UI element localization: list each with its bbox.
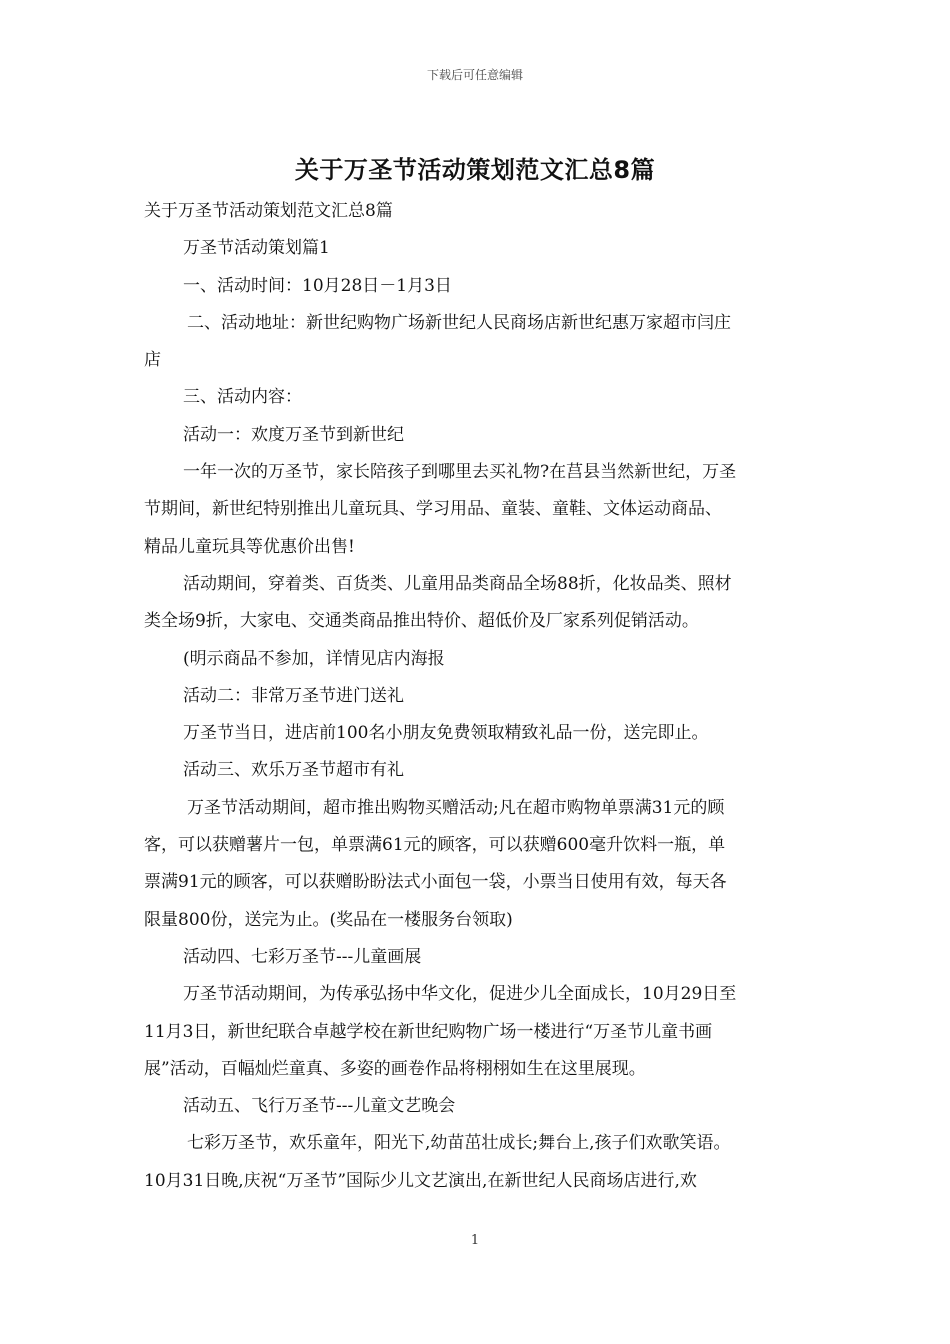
body-line: 展”活动，百幅灿烂童真、多姿的画卷作品将栩栩如生在这里展现。 bbox=[144, 1058, 646, 1079]
body-line: 活动五、飞行万圣节---儿童文艺晚会 bbox=[183, 1096, 456, 1117]
body-line: 三、活动内容： bbox=[183, 387, 302, 408]
body-line: 活动一：欢度万圣节到新世纪 bbox=[183, 424, 404, 445]
body-line: 万圣节活动期间，超市推出购物买赠活动;凡在超市购物单票满31元的顾 bbox=[187, 797, 725, 818]
body-line: 一年一次的万圣节，家长陪孩子到哪里去买礼物?在莒县当然新世纪，万圣 bbox=[183, 462, 737, 483]
page-number: 1 bbox=[470, 1233, 480, 1248]
body-line: 11月3日，新世纪联合卓越学校在新世纪购物广场一楼进行“万圣节儿童书画 bbox=[144, 1021, 713, 1042]
body-line: 限量800份，送完为止。(奖品在一楼服务台领取) bbox=[144, 909, 513, 930]
body-line: 10月31日晚,庆祝“万圣节”国际少儿文艺演出,在新世纪人民商场店进行,欢 bbox=[144, 1170, 697, 1191]
body-line: 关于万圣节活动策划范文汇总8篇 bbox=[144, 201, 393, 221]
body-line: 活动期间，穿着类、百货类、儿童用品类商品全场88折，化妆品类、照材 bbox=[183, 573, 732, 594]
body-line: 七彩万圣节，欢乐童年，阳光下,幼苗茁壮成长;舞台上,孩子们欢歌笑语。 bbox=[187, 1133, 731, 1154]
body-line: 活动二：非常万圣节进门送礼 bbox=[183, 685, 404, 706]
document-title: 关于万圣节活动策划范文汇总8篇 bbox=[294, 156, 656, 184]
body-line: 一、活动时间：10月28日－1月3日 bbox=[183, 275, 452, 296]
body-line: 店 bbox=[144, 350, 161, 371]
body-line: 类全场9折，大家电、交通类商品推出特价、超低价及厂家系列促销活动。 bbox=[144, 611, 699, 632]
body-line: 二、活动地址：新世纪购物广场新世纪人民商场店新世纪惠万家超市闫庄 bbox=[187, 312, 731, 333]
body-line: 票满91元的顾客，可以获赠盼盼法式小面包一袋，小票当日使用有效，每天各 bbox=[144, 872, 727, 893]
body-line: 节期间，新世纪特别推出儿童玩具、学习用品、童装、童鞋、文体运动商品、 bbox=[144, 499, 722, 520]
body-line: 万圣节当日，进店前100名小朋友免费领取精致礼品一份，送完即止。 bbox=[183, 723, 709, 744]
body-line: (明示商品不参加，详情见店内海报 bbox=[183, 648, 445, 669]
body-line: 万圣节活动策划篇1 bbox=[183, 238, 330, 259]
body-line: 客，可以获赠薯片一包，单票满61元的顾客，可以获赠600毫升饮料一瓶，单 bbox=[144, 835, 726, 856]
document-body bbox=[144, 193, 808, 1200]
body-line: 活动四、七彩万圣节---儿童画展 bbox=[183, 946, 422, 967]
body-line: 万圣节活动期间，为传承弘扬中华文化，促进少儿全面成长，10月29日至 bbox=[183, 984, 737, 1005]
body-line: 活动三、欢乐万圣节超市有礼 bbox=[183, 760, 404, 781]
header-note: 下载后可任意编辑 bbox=[426, 68, 523, 82]
body-line: 精品儿童玩具等优惠价出售! bbox=[144, 536, 355, 557]
